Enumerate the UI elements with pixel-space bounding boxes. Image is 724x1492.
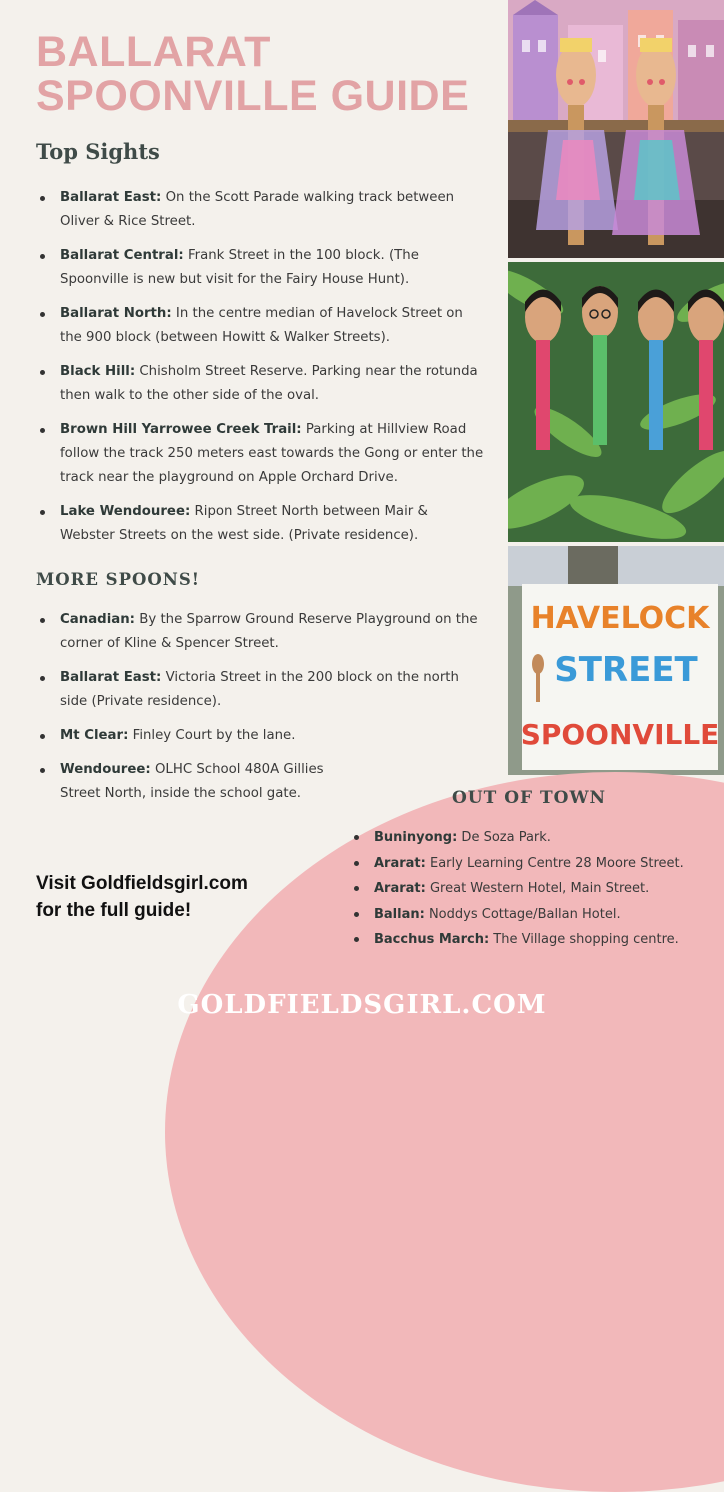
more-spoons-heading: MORE SPOONS! (36, 570, 200, 589)
footer-website: GOLDFIELDSGIRL.COM (177, 990, 547, 1020)
more-spoons-list (36, 608, 486, 816)
havelock-sign-photo (508, 546, 724, 775)
top-sights-heading: Top Sights (36, 139, 160, 164)
visit-line-1: Visit Goldfieldsgirl.com (36, 873, 248, 894)
beatles-spoons-photo (508, 262, 724, 542)
visit-callout (36, 870, 248, 924)
list-item: Ballarat East: On the Scott Parade walking track between Oliver & Rice Street. (36, 186, 486, 234)
sign-line-3: SPOONVILLE (520, 718, 720, 751)
list-item: Ballan: Noddys Cottage/Ballan Hotel. (352, 902, 684, 928)
out-of-town-list (352, 825, 684, 953)
list-item: Black Hill: Chisholm Street Reserve. Parking near the rotunda then walk to the other side of the oval. (36, 360, 486, 408)
list-item: Ararat: Early Learning Centre 28 Moore Street. (352, 851, 684, 877)
list-item: Ballarat Central: Frank Street in the 100 block. (The Spoonville is new but visit for the Fairy House Hunt). (36, 244, 486, 292)
list-item: Ararat: Great Western Hotel, Main Street. (352, 876, 684, 902)
list-item: Mt Clear: Finley Court by the lane. (36, 724, 486, 748)
visit-line-2: for the full guide! (36, 900, 192, 921)
page-title (36, 30, 506, 118)
list-item: Ballarat North: In the centre median of Havelock Street on the 900 block (between Howitt & Walker Streets). (36, 302, 486, 350)
sign-line-2: STREET (554, 650, 698, 690)
sign-line-1: HAVELOCK (530, 601, 710, 636)
list-item: Ballarat East: Victoria Street in the 200 block on the north side (Private residence). (36, 666, 486, 714)
list-item: Lake Wendouree: Ripon Street North between Mair & Webster Streets on the west side. (Private residence). (36, 500, 486, 548)
title-line-2: SPOONVILLE GUIDE (36, 72, 470, 120)
list-item: Wendouree: OLHC School 480A Gillies Street North, inside the school gate. (36, 758, 330, 806)
out-of-town-heading: OUT OF TOWN (452, 788, 607, 808)
list-item: Canadian: By the Sparrow Ground Reserve Playground on the corner of Kline & Spencer Street. (36, 608, 486, 656)
photo-column (508, 0, 724, 775)
top-sights-list (36, 186, 486, 558)
list-item: Bacchus March: The Village shopping centre. (352, 927, 684, 953)
list-item: Buninyong: De Soza Park. (352, 825, 684, 851)
spoon-dolls-photo (508, 0, 724, 258)
list-item: Brown Hill Yarrowee Creek Trail: Parking at Hillview Road follow the track 250 meters east towards the Gong or enter the track near the playground on Apple Orchard Drive. (36, 418, 486, 490)
title-line-1: BALLARAT (36, 28, 271, 76)
